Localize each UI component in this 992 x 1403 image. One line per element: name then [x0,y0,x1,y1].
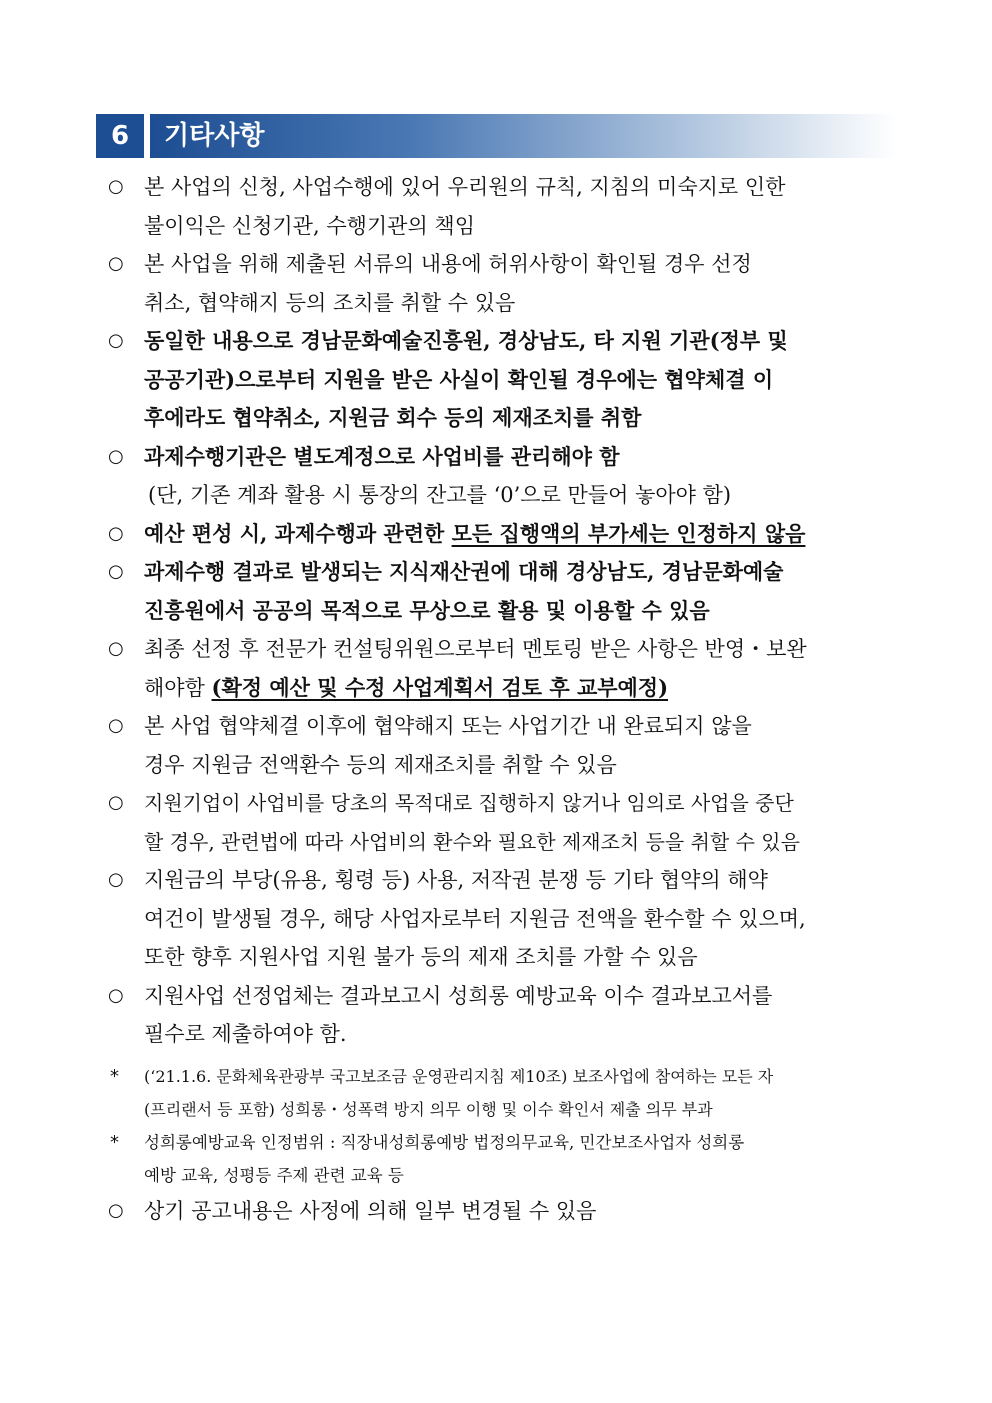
list-item [108,1192,898,1231]
item-line: 불이익은 신청기관, 수행기관의 책임 [144,213,475,238]
note-line: (‘21.1.6. 문화체육관광부 국고보조금 운영관리지침 제10조) 보조사업에 참여하는 모든 자 [144,1066,774,1086]
item-line: 후에라도 협약취소, 지원금 회수 등의 제재조치를 취함 [144,405,642,430]
asterisk-icon: * [110,1131,119,1153]
item-line: 최종 선정 후 전문가 컨설팅위원으로부터 멘토링 받은 사항은 반영・보완 [144,637,807,661]
item-line: 본 사업 협약체결 이후에 협약해지 또는 사업기간 내 완료되지 않을 [144,714,752,738]
bullet-icon: ○ [108,638,124,659]
item-line: 지원사업 선정업체는 결과보고시 성희롱 예방교육 이수 결과보고서를 [144,983,773,1008]
item-line: 경우 지원금 전액환수 등의 제재조치를 취할 수 있음 [144,752,617,777]
list-item [108,515,898,554]
list-item [108,438,898,515]
item-line: 진흥원에서 공공의 목적으로 무상으로 활용 및 이용할 수 있음 [144,597,710,623]
list-item [108,553,898,630]
list-item [108,784,898,861]
item-line: 지원기업이 사업비를 당초의 목적대로 집행하지 않거나 임의로 사업을 중단 [144,791,794,815]
list-item [108,630,898,707]
bullet-icon: ○ [108,522,124,544]
item-line: 본 사업의 신청, 사업수행에 있어 우리원의 규칙, 지침의 미숙지로 인한 [144,175,786,199]
footnote [108,1060,898,1126]
bullet-icon: ○ [108,253,124,274]
item-line: 동일한 내용으로 경남문화예술진흥원, 경상남도, 타 지원 기관(정부 및 [144,328,788,353]
asterisk-icon: * [110,1065,119,1087]
list-item [108,707,898,784]
note-line: 예방 교육, 성평등 주제 관련 교육 등 [144,1165,404,1185]
footnote [108,1126,898,1192]
item-line: 취소, 협약해지 등의 조치를 취할 수 있음 [144,290,516,315]
bullet-icon: ○ [108,330,124,351]
bullet-icon: ○ [108,869,124,890]
item-line: 할 경우, 관련법에 따라 사업비의 환수와 필요한 제재조치 등을 취할 수 있음 [144,829,800,854]
item-line: 또한 향후 지원사업 지원 불가 등의 제재 조치를 가할 수 있음 [144,945,698,969]
item-text: 해야함 [144,675,212,700]
item-line: 과제수행 결과로 발생되는 지식재산권에 대해 경상남도, 경남문화예술 [144,559,784,584]
section-header [96,114,896,158]
note-line: 성희롱예방교육 인정범위 : 직장내성희롱예방 법정의무교육, 민간보조사업자 성희롱 [144,1132,745,1152]
bullet-icon: ○ [108,561,124,582]
item-line: 과제수행기관은 별도계정으로 사업비를 관리해야 함 [144,443,620,469]
bullet-icon: ○ [108,715,124,736]
bullet-icon: ○ [108,176,124,197]
bullet-icon: ○ [108,984,124,1006]
bullet-icon: ○ [108,1199,124,1221]
underlined-text: (확정 예산 및 수정 사업계획서 검토 후 교부예정) [211,674,669,700]
underlined-text: 모든 집행액의 부가세는 인정하지 않음 [451,520,806,546]
list-item [108,977,898,1054]
section-title-bar [150,114,896,158]
item-text: 예산 편성 시, 과제수행과 관련한 [144,520,452,546]
list-item [108,168,898,245]
item-line: 공공기관)으로부터 지원을 받은 사실이 확인될 경우에는 협약체결 이 [144,366,774,392]
list-item [108,861,898,977]
item-line: 상기 공고내용은 사정에 의해 일부 변경될 수 있음 [144,1198,597,1223]
content-list [108,168,898,1230]
section-title: 기타사항 [164,121,265,151]
item-line: 지원금의 부당(유용, 횡령 등) 사용, 저작권 분쟁 등 기타 협약의 해약 [144,868,768,892]
list-item [108,245,898,322]
section-number: 6 [96,114,144,158]
item-line: 여건이 발생될 경우, 해당 사업자로부터 지원금 전액을 환수할 수 있으며, [144,906,806,931]
bullet-icon: ○ [108,445,124,467]
list-item [108,322,898,438]
item-subline: (단, 기존 계좌 활용 시 통장의 잔고를 ‘0’으로 만들어 놓아야 함) [148,483,732,507]
item-line: 필수로 제출하여야 함. [144,1022,347,1046]
note-line: (프리랜서 등 포함) 성희롱・성폭력 방지 의무 이행 및 이수 확인서 제출 의무 부과 [144,1099,713,1119]
bullet-icon: ○ [108,792,124,813]
item-line: 본 사업을 위해 제출된 서류의 내용에 허위사항이 확인될 경우 선정 [144,252,752,276]
